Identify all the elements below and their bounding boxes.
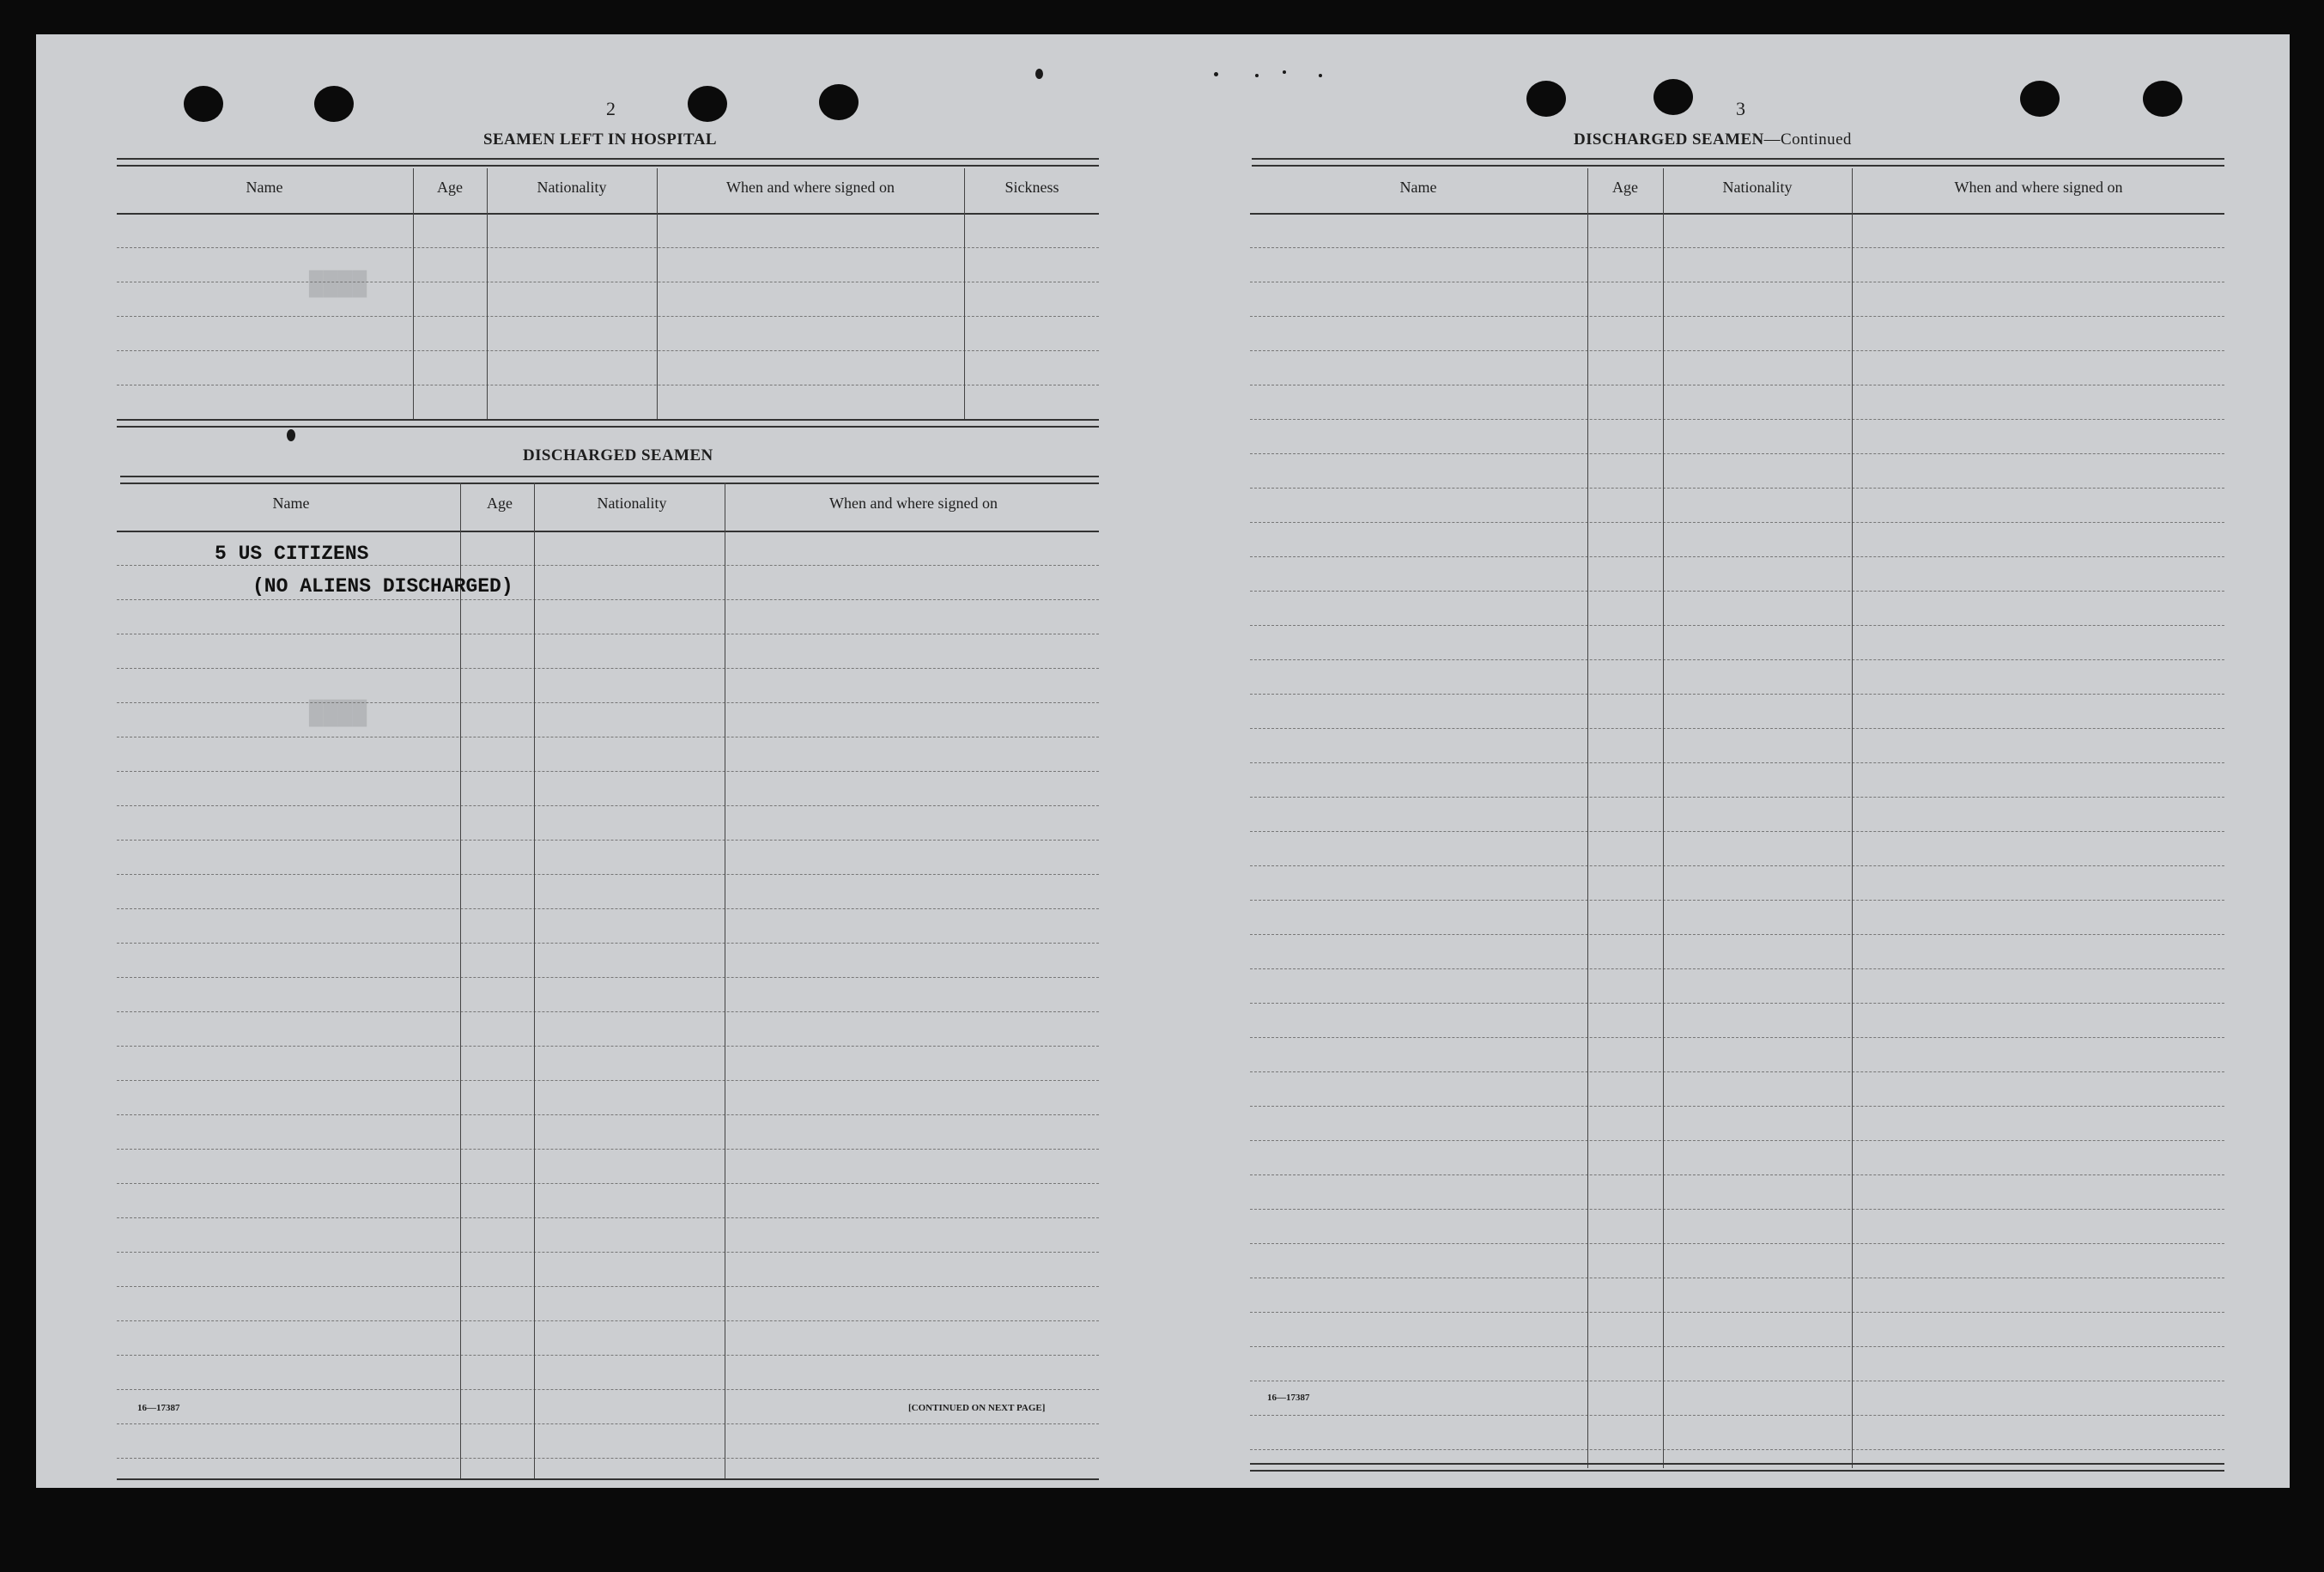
col-header-signed-on: When and where signed on: [726, 179, 895, 196]
table-row-line: [1250, 419, 2224, 420]
table-row-line: [1250, 316, 2224, 317]
table-row-line: [117, 805, 1099, 806]
table-row-line: [1250, 1449, 2224, 1450]
table-row-line: [117, 247, 1099, 248]
table-row-line: [117, 1355, 1099, 1356]
table-row-line: [1250, 728, 2224, 729]
hospital-section-title: SEAMEN LEFT IN HOSPITAL: [483, 130, 717, 149]
column-divider: [460, 483, 461, 1478]
header-rule: [117, 213, 1099, 215]
page-number: 2: [606, 98, 616, 119]
discharged-continued-title: [1574, 130, 1852, 149]
table-row-line: [117, 1114, 1099, 1115]
table-row-line: [1250, 350, 2224, 351]
bleed-through-mark: ████: [309, 701, 367, 727]
column-divider: [964, 168, 965, 419]
table-row-line: [117, 1252, 1099, 1253]
typed-entry-no-aliens: (NO ALIENS DISCHARGED): [252, 575, 513, 598]
table-row-line: [1250, 934, 2224, 935]
table-row-line: [1250, 625, 2224, 626]
ink-speck: [1214, 72, 1218, 76]
table-row-line: [117, 668, 1099, 669]
column-divider: [1663, 168, 1664, 1468]
header-rule: [117, 531, 1099, 532]
ink-speck: [1035, 69, 1043, 79]
column-divider: [534, 483, 535, 1478]
col-header-nationality: Nationality: [597, 495, 667, 512]
header-rule: [1250, 213, 2224, 215]
table-row-line: [117, 702, 1099, 703]
table-row-line: [1250, 522, 2224, 523]
column-divider: [1852, 168, 1853, 1468]
title-continued-suffix: —Continued: [1763, 130, 1852, 149]
table-row-line: [117, 1183, 1099, 1184]
table-bottom-rule: [117, 419, 1099, 428]
left-page: [117, 86, 1101, 1413]
column-divider: [1587, 168, 1588, 1468]
table-bottom-rule: [1250, 1463, 2224, 1472]
table-top-rule: [117, 158, 1099, 167]
right-page: [1250, 86, 2224, 1408]
ink-speck: [1255, 74, 1259, 77]
table-row-line: [117, 908, 1099, 909]
table-row-line: [117, 1458, 1099, 1459]
table-row-line: [117, 840, 1099, 841]
column-divider: [487, 168, 488, 419]
bleed-through-mark: ████: [309, 271, 367, 298]
table-row-line: [1250, 900, 2224, 901]
table-row-line: [1250, 1243, 2224, 1244]
col-header-name: Name: [246, 179, 283, 196]
col-header-signed-on: When and where signed on: [829, 495, 998, 512]
table-row-line: [117, 599, 1099, 600]
table-row-line: [1250, 1415, 2224, 1416]
col-header-age: Age: [487, 495, 513, 512]
column-divider: [413, 168, 414, 419]
discharged-section-title: DISCHARGED SEAMEN: [523, 446, 713, 464]
table-row-line: [1250, 659, 2224, 660]
table-row-line: [117, 316, 1099, 317]
table-row-line: [1250, 1209, 2224, 1210]
table-row-line: [117, 565, 1099, 566]
table-row-line: [117, 1011, 1099, 1012]
form-number: 16—17387: [1267, 1393, 1310, 1403]
table-row-line: [117, 1149, 1099, 1150]
table-row-line: [1250, 831, 2224, 832]
table-row-line: [1250, 1346, 2224, 1347]
table-row-line: [117, 1046, 1099, 1047]
table-row-line: [1250, 1140, 2224, 1141]
table-row-line: [1250, 1037, 2224, 1038]
typed-entry-citizens: 5 US CITIZENS: [215, 543, 369, 565]
col-header-name: Name: [272, 495, 310, 512]
continued-note: [CONTINUED ON NEXT PAGE]: [908, 1403, 1046, 1413]
col-header-nationality: Nationality: [1722, 179, 1793, 196]
col-header-nationality: Nationality: [537, 179, 607, 196]
table-row-line: [1250, 1003, 2224, 1004]
page-number: 3: [1736, 98, 1745, 119]
col-header-age: Age: [437, 179, 463, 196]
table-row-line: [1250, 488, 2224, 489]
table-row-line: [117, 874, 1099, 875]
table-row-line: [1250, 591, 2224, 592]
table-row-line: [117, 771, 1099, 772]
table-row-line: [117, 1286, 1099, 1287]
table-row-line: [117, 1080, 1099, 1081]
table-top-rule: [120, 476, 1099, 484]
form-number: 16—17387: [137, 1403, 180, 1413]
table-row-line: [117, 977, 1099, 978]
table-row-line: [1250, 556, 2224, 557]
table-row-line: [117, 1389, 1099, 1390]
table-row-line: [1250, 797, 2224, 798]
table-row-line: [1250, 1106, 2224, 1107]
table-row-line: [1250, 1071, 2224, 1072]
table-row-line: [1250, 247, 2224, 248]
table-row-line: [1250, 762, 2224, 763]
table-row-line: [117, 1217, 1099, 1218]
table-row-line: [1250, 453, 2224, 454]
table-row-line: [117, 350, 1099, 351]
table-top-rule: [1252, 158, 2224, 167]
table-row-line: [1250, 968, 2224, 969]
column-divider: [657, 168, 658, 419]
table-row-line: [1250, 1312, 2224, 1313]
section-title: DISCHARGED SEAMEN: [1574, 130, 1764, 149]
col-header-signed-on: When and where signed on: [1954, 179, 2123, 196]
ink-speck: [1319, 74, 1322, 77]
table-row-line: [1250, 694, 2224, 695]
table-row-line: [1250, 865, 2224, 866]
col-header-sickness: Sickness: [1004, 179, 1059, 196]
table-row-line: [117, 1320, 1099, 1321]
table-row-line: [1250, 1174, 2224, 1175]
col-header-name: Name: [1399, 179, 1437, 196]
col-header-age: Age: [1612, 179, 1638, 196]
table-row-line: [117, 943, 1099, 944]
table-bottom-rule: [117, 1478, 1099, 1480]
ink-speck: [1283, 70, 1286, 74]
table-row-line: [117, 1423, 1099, 1424]
